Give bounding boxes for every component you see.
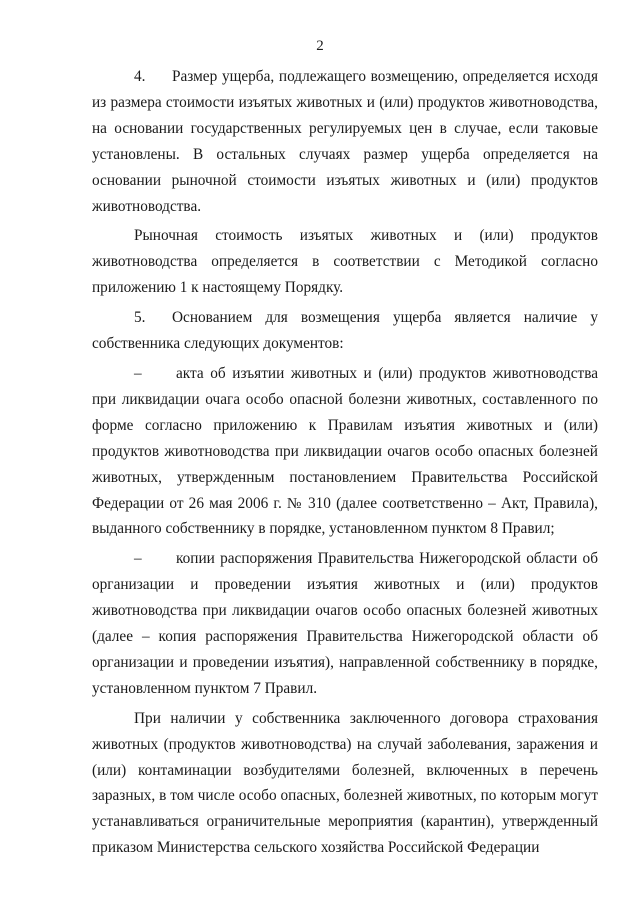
- paragraph-text: Размер ущерба, подлежащего возмещению, определяется исходя из размера стоимости изъятых животных и (или) продуктов животноводства, на основании государственных регулируемых цен в случае, если таковые установлены. В остальных случаях размер ущерба определяется на основании рыночной стоимости изъятых животных и (или) продуктов животноводства.: [92, 68, 598, 215]
- paragraph-5: [92, 305, 598, 357]
- list-item-text: акта об изъятии животных и (или) продуктов животноводства при ликвидации очага особо опасной болезни животных, составленного по форме согласно приложению к Правилам изъятия животных и (или) продуктов животноводства при ликвидации очагов особо опасных болезней животных, утвержденным постановлением Правительства Российской Федерации от 26 мая 2006 г. № 310 (далее соответственно – Акт, Правила), выданного собственнику в порядке, установленном пунктом 8 Правил;: [92, 364, 598, 538]
- list-item-act: [92, 361, 598, 542]
- paragraph-4: [92, 64, 598, 219]
- list-item-order-copy: [92, 546, 598, 701]
- list-dash: –: [134, 550, 142, 568]
- paragraph-number: 5.: [134, 309, 146, 327]
- list-item-text: копии распоряжения Правительства Нижегородской области об организации и проведении изъятия животных и (или) продуктов животноводства при ликвидации очагов особо опасных болезней животных (далее – копия распоряжения Правительства Нижегородской области об организации и проведении изъятия), направленной собственнику в порядке, установленном пунктом 7 Правил.: [92, 550, 598, 697]
- paragraph-market-value: Рыночная стоимость изъятых животных и (или) продуктов животноводства определяется в соответствии с Методикой согласно приложению 1 к настоящему Порядку.: [92, 227, 598, 297]
- paragraph-text: Основанием для возмещения ущерба является наличие у собственника следующих документов:: [92, 309, 598, 353]
- paragraph-insurance: При наличии у собственника заключенного договора страхования животных (продуктов животноводства) на случай заболевания, заражения и (или) контаминации возбудителями болезней, включенных в перечень заразных, в том числе особо опасных, болезней животных, по которым могут устанавливаться ограничительные мероприятия (карантин), утвержденный приказом Министерства сельского хозяйства Российской Федерации: [92, 709, 598, 857]
- list-dash: –: [134, 364, 142, 382]
- document-body: [92, 64, 598, 861]
- paragraph-number: 4.: [134, 68, 146, 85]
- page-number: 2: [316, 38, 324, 54]
